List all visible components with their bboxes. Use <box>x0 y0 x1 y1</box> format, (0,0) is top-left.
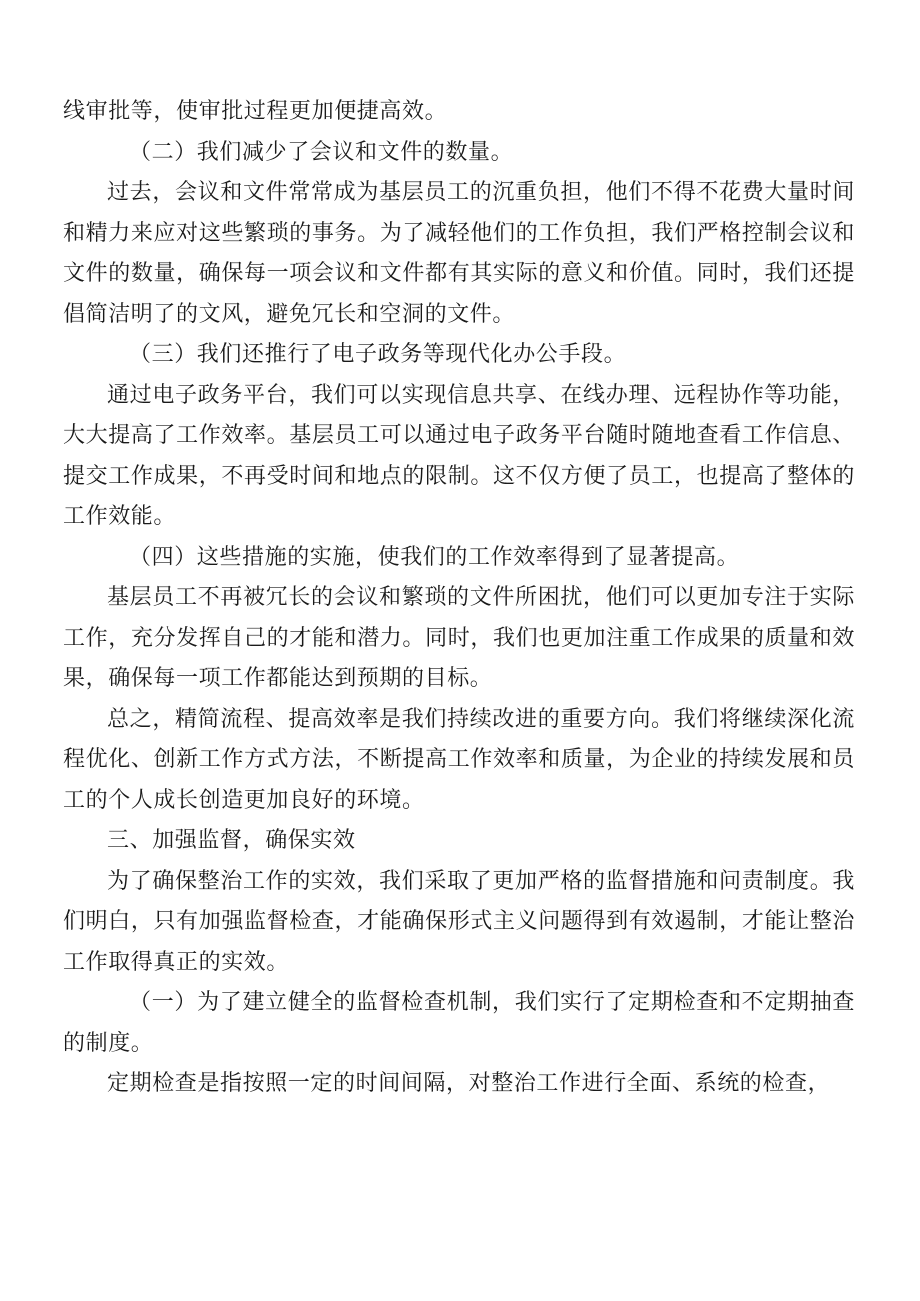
subheading-4: （四）这些措施的实施，使我们的工作效率得到了显著提高。 <box>129 544 740 570</box>
paragraph-efficiency: 基层员工不再被冗长的会议和繁琐的文件所困扰，他们可以更加专注于实际工作，充分发挥自己的才能和潜力。同时，我们也更加注重工作成果的质量和效果，确保每一项工作都能达到预期的目标。 <box>63 585 855 691</box>
paragraph-continuation: 线审批等，使审批过程更加便捷高效。 <box>63 99 448 124</box>
document-body <box>63 92 855 1105</box>
paragraph-supervision: 为了确保整治工作的实效，我们采取了更加严格的监督措施和问责制度。我们明白，只有加强监督检查，才能确保形式主义问题得到有效遏制，才能让整治工作取得真正的实效。 <box>63 868 855 975</box>
section-heading-3: 三、加强监督，确保实效 <box>107 828 356 853</box>
paragraph-e-government: 通过电子政务平台，我们可以实现信息共享、在线办理、远程协作等功能，大大提高了工作效率。基层员工可以通过电子政务平台随时随地查看工作信息、提交工作成果，不再受时间和地点的限制。这不仅方便了员工，也提高了整体的工作效能。 <box>63 382 855 529</box>
subheading-2: （二）我们减少了会议和文件的数量。 <box>129 139 514 165</box>
paragraph-summary: 总之，精简流程、提高效率是我们持续改进的重要方向。我们将继续深化流程优化、创新工作方式方法，不断提高工作效率和质量，为企业的持续发展和员工的个人成长创造更加良好的环境。 <box>63 706 855 813</box>
subheading-3: （三）我们还推行了电子政务等现代化办公手段。 <box>129 342 627 367</box>
subheading-1: （一）为了建立健全的监督检查机制，我们实行了定期检查和不定期抽查的制度。 <box>63 990 855 1056</box>
paragraph-meetings: 过去，会议和文件常常成为基层员工的沉重负担，他们不得不花费大量时间和精力来应对这些繁琐的事务。为了减轻他们的工作负担，我们严格控制会议和文件的数量，确保每一项会议和文件都有其实际的意义和价值。同时，我们还提倡简洁明了的文风，避免冗长和空洞的文件。 <box>63 180 855 327</box>
paragraph-regular-inspection: 定期检查是指按照一定的时间间隔，对整治工作进行全面、系统的检查， <box>107 1071 831 1096</box>
